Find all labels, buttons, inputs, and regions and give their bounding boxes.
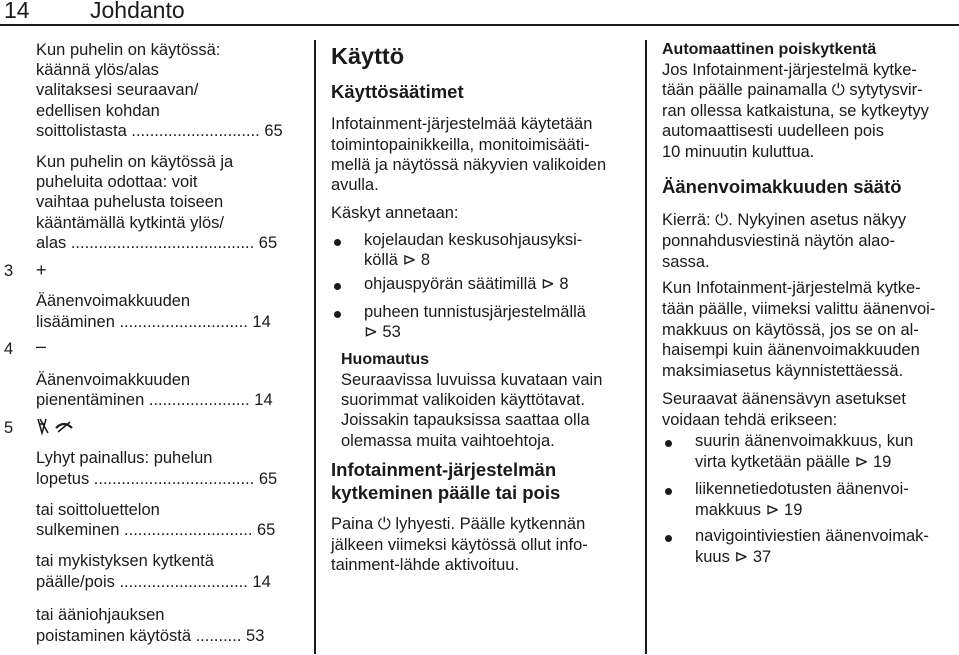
- bullet: [334, 283, 341, 290]
- text-line: valitaksesi seuraavan/: [36, 81, 199, 99]
- text-line: tään päälle, viimeksi valittu äänenvoi-: [662, 300, 936, 318]
- page-header: [0, 0, 959, 26]
- subsection-title: Äänenvoimakkuuden säätö: [662, 176, 902, 197]
- text-line: automaattisesti uudelleen pois: [662, 122, 884, 140]
- minus-icon: –: [36, 336, 47, 356]
- item-number-3: 3: [4, 262, 14, 280]
- text-line: Äänenvoimakkuuden: [36, 292, 191, 310]
- text-line: Joissakin tapauksissa saattaa olla: [341, 411, 590, 429]
- page-number: 14: [4, 0, 30, 23]
- text-line: päälle/pois ............................ 14: [36, 573, 271, 591]
- text-line: Kun puhelin on käytössä:: [36, 41, 221, 59]
- text-line: lopetus ................................... 65: [36, 470, 278, 488]
- bullet: [334, 239, 341, 246]
- text-line: olemassa muita vaihtoehtoja.: [341, 432, 555, 450]
- text-line: suorimmat valikoiden käyttötavat.: [341, 391, 585, 409]
- text-line: tai mykistyksen kytkentä: [36, 552, 214, 570]
- text-line: liikennetiedotusten äänenvoi-: [695, 480, 909, 498]
- text-line: tään päälle painamalla ⏻ sytytysvir-: [662, 81, 923, 99]
- subsection-title: Käyttösäätimet: [331, 81, 464, 102]
- text-line: ohjauspyörän säätimillä ⊳ 8: [364, 275, 569, 293]
- text-line: Käskyt annetaan:: [331, 204, 459, 222]
- text-line: toimintopainikkeilla, monitoimisääti-: [331, 136, 590, 154]
- text-line: voidaan tehdä erikseen:: [662, 411, 838, 429]
- text-line: Äänenvoimakkuuden: [36, 371, 191, 389]
- text-line: maksimiasetus käynnistettäessä.: [662, 362, 904, 380]
- item-number-5: 5: [4, 419, 14, 437]
- plus-icon: +: [36, 260, 47, 280]
- text-line: puheen tunnistusjärjestelmällä: [364, 303, 586, 321]
- text-line: Infotainment-järjestelmää käytetään: [331, 115, 593, 133]
- item-number-4: 4: [4, 340, 14, 358]
- bullet: [665, 440, 672, 447]
- section-title: Käyttö: [331, 43, 405, 69]
- text-line: tai ääniohjauksen: [36, 606, 165, 624]
- text-line: Kun Infotainment-järjestelmä kytke-: [662, 279, 921, 297]
- text-line: vaihtaa puhelusta toiseen: [36, 193, 224, 211]
- text-line: Paina ⏻ lyhyesti. Päälle kytkennän: [331, 515, 586, 533]
- text-line: kääntämällä kytkintä ylös/: [36, 214, 225, 232]
- bullet: [665, 535, 672, 542]
- text-line: edellisen kohdan: [36, 102, 160, 120]
- text-line: Seuraavissa luvuissa kuvataan vain: [341, 371, 603, 389]
- text-line: sulkeminen ............................ 65: [36, 521, 276, 539]
- text-line: Jos Infotainment-järjestelmä kytke-: [662, 61, 917, 79]
- text-line: pienentäminen ...................... 14: [36, 391, 273, 409]
- text-line: kojelaudan keskusohjausyksi-: [364, 231, 583, 249]
- text-line: puheluita odottaa: voit: [36, 173, 198, 191]
- text-line: tai soittoluettelon: [36, 501, 160, 519]
- bullet: [665, 488, 672, 495]
- text-line: 10 minuutin kuluttua.: [662, 143, 815, 161]
- text-line: virta kytketään päälle ⊳ 19: [695, 453, 892, 471]
- text-line: sassa.: [662, 253, 710, 271]
- chapter-title: Johdanto: [90, 0, 185, 23]
- text-line: soittolistasta ............................ 65: [36, 122, 283, 140]
- text-line: lisääminen ............................ 14: [36, 313, 271, 331]
- text-line: ran ollessa katkaistuna, se kytkeytyy: [662, 102, 929, 120]
- subsection-title: Automaattinen poiskytkentä: [662, 41, 877, 58]
- text-line: suurin äänenvoimakkuus, kun: [695, 432, 914, 450]
- text-line: köllä ⊳ 8: [364, 251, 431, 269]
- text-line: ponnahdusviestinä näytön alaо-: [662, 232, 896, 250]
- text-line: avulla.: [331, 176, 379, 194]
- text-line: Kierrä: ⏻. Nykyinen asetus näkyy: [662, 211, 907, 229]
- subsection-title: Infotainment-järjestelmän: [331, 459, 557, 480]
- text-line: kuus ⊳ 37: [695, 548, 772, 566]
- text-line: haisempi kuin äänenvoimakkuuden: [662, 341, 920, 359]
- text-line: navigointiviestien äänenvoimak-: [695, 527, 929, 545]
- text-line: makkuus ⊳ 19: [695, 501, 803, 519]
- text-line: jälkeen viimeksi käytössä ollut info-: [331, 536, 588, 554]
- column-divider-1: [314, 40, 316, 654]
- text-line: Kun puhelin on käytössä ja: [36, 153, 234, 171]
- subsection-title: kytkeminen päälle tai pois: [331, 482, 561, 503]
- text-line: makkuus on käytössä, jos se on al-: [662, 321, 919, 339]
- text-line: käännä ylös/alas: [36, 61, 159, 79]
- text-line: Seuraavat äänensävyn asetukset: [662, 390, 906, 408]
- column-divider-2: [645, 40, 647, 654]
- text-line: poistaminen käytöstä .......... 53: [36, 627, 265, 645]
- text-line: tainment-lähde aktivoituu.: [331, 556, 520, 574]
- text-line: alas ........................................ 65: [36, 234, 278, 252]
- text-line: ⊳ 53: [364, 323, 401, 341]
- bullet: [334, 311, 341, 318]
- text-line: Lyhyt painallus: puhelun: [36, 449, 213, 467]
- text-line: mellä ja näytössä näkyvien valikoiden: [331, 156, 607, 174]
- note-title: Huomautus: [341, 351, 429, 368]
- mute-hangup-icon: [36, 416, 82, 440]
